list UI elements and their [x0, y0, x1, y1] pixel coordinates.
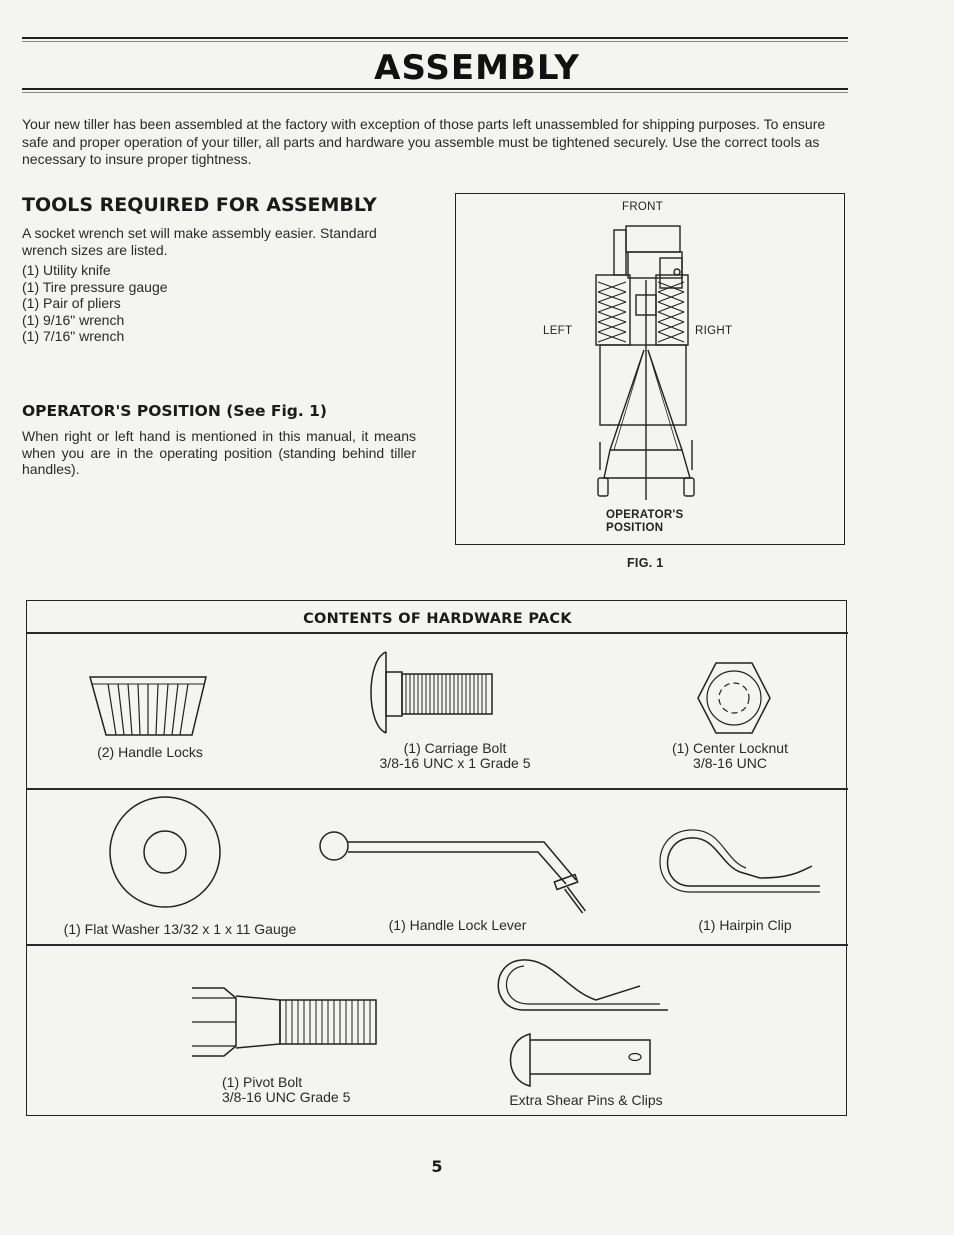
center-locknut-caption-line1: (1) Center Locknut	[672, 740, 788, 756]
tools-list-item: (1) Pair of pliers	[22, 295, 121, 311]
carriage-bolt-caption-line2: 3/8-16 UNC x 1 Grade 5	[379, 755, 531, 771]
hardware-heading: CONTENTS OF HARDWARE PACK	[303, 611, 572, 627]
shear-pin-icon	[511, 1034, 651, 1086]
figure-right-label: RIGHT	[695, 325, 733, 337]
pivot-bolt-icon	[192, 988, 376, 1056]
center-locknut-caption-line2: 3/8-16 UNC	[693, 755, 767, 771]
operator-text: When right or left hand is mentioned in this manual, it means when you are in the operating position (standing behind tiller handles).	[22, 428, 416, 477]
shear-pin-clip-icon	[498, 960, 668, 1010]
intro-paragraph: Your new tiller has been assembled at the factory with exception of those parts left unassembled for shipping purposes. To ensure safe and proper operation of your tiller, all parts and hardware you assemble must be tightened securely. Use the correct tools as necessary to insure proper tightness.	[22, 116, 826, 167]
page-number: 5	[431, 1157, 443, 1176]
carriage-bolt-caption-line1: (1) Carriage Bolt	[403, 740, 507, 756]
tools-list-item: (1) 7/16" wrench	[22, 328, 125, 344]
center-locknut-icon	[698, 663, 770, 733]
pivot-bolt-caption-line2: 3/8-16 UNC Grade 5	[222, 1089, 351, 1105]
tools-text: A socket wrench set will make assembly easier. Standard wrench sizes are listed.	[22, 225, 377, 258]
carriage-bolt-icon	[371, 652, 492, 733]
figure-front-label: FRONT	[622, 201, 664, 213]
figure-operator-label-line2: POSITION	[606, 522, 664, 534]
tools-list-item: (1) Tire pressure gauge	[22, 278, 168, 295]
handle-locks-caption: (2) Handle Locks	[97, 744, 203, 760]
tools-heading: TOOLS REQUIRED FOR ASSEMBLY	[22, 194, 377, 216]
page-title: ASSEMBLY	[374, 48, 580, 88]
shear-pins-caption: Extra Shear Pins & Clips	[509, 1092, 663, 1108]
handle-lock-lever-caption: (1) Handle Lock Lever	[388, 917, 527, 933]
operator-heading: OPERATOR'S POSITION (See Fig. 1)	[22, 402, 328, 420]
hairpin-clip-caption: (1) Hairpin Clip	[698, 917, 792, 933]
flat-washer-caption: (1) Flat Washer 13/32 x 1 x 11 Gauge	[63, 921, 297, 937]
pivot-bolt-caption-line1: (1) Pivot Bolt	[222, 1074, 303, 1090]
flat-washer-icon	[110, 797, 220, 907]
handle-lock-lever-icon	[320, 832, 584, 912]
figure-operator-label-line1: OPERATOR'S	[606, 509, 684, 521]
hairpin-clip-icon	[660, 830, 820, 892]
tools-list-item: (1) 9/16" wrench	[22, 311, 125, 328]
handle-lock-icon	[90, 677, 206, 735]
figure-left-label: LEFT	[543, 325, 573, 337]
tools-list-item: (1) Utility knife	[22, 262, 111, 278]
figure-caption: FIG. 1	[627, 556, 664, 570]
